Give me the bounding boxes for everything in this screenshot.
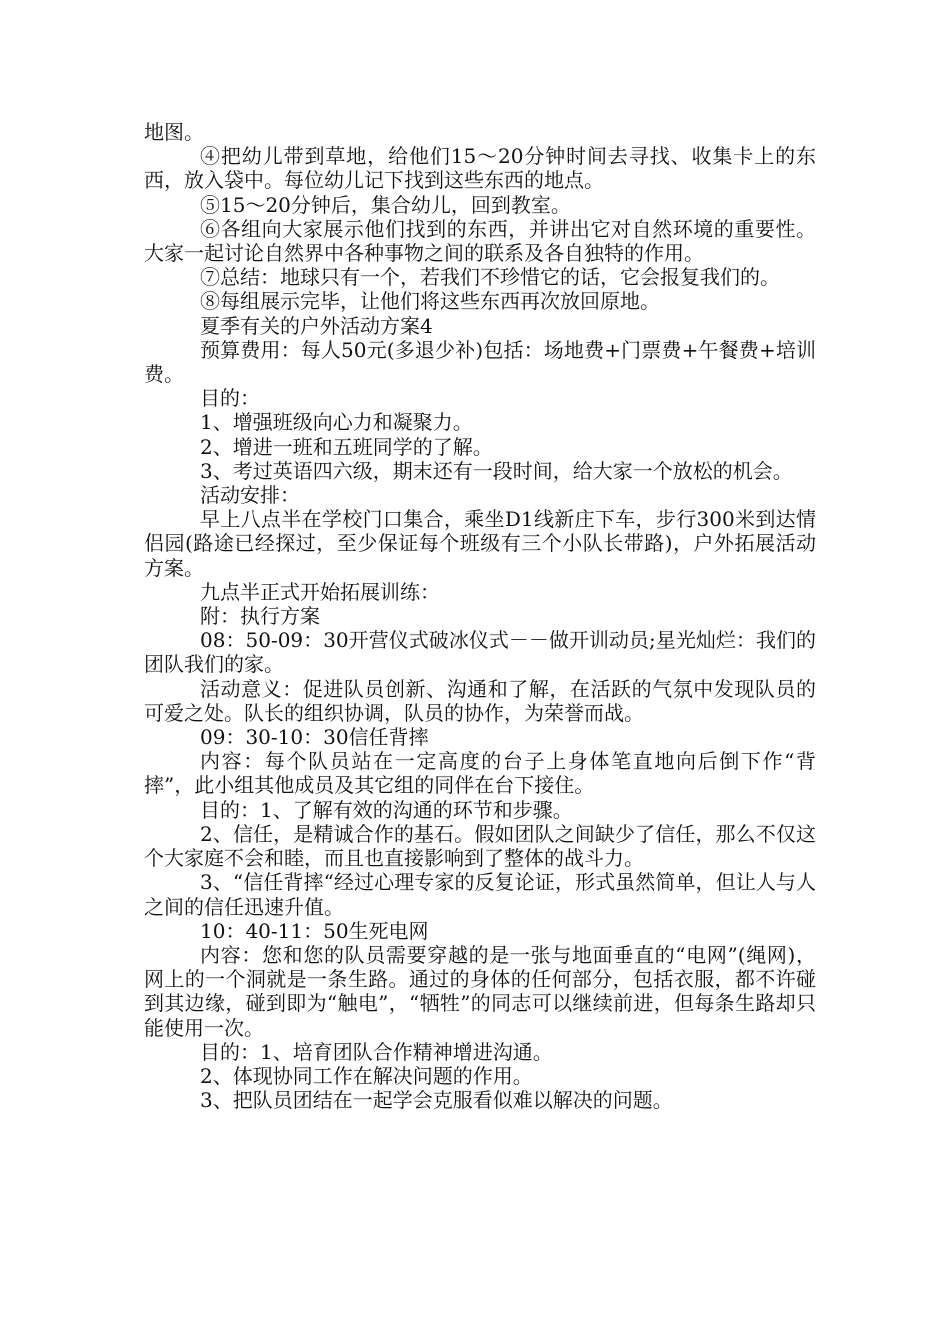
paragraph-continuation: 地图。 [144,120,204,144]
paragraph-purpose-3: 3、考过英语四六级，期末还有一段时间，给大家一个放松的机会。 [200,458,793,483]
paragraph-appendix: 附：执行方案 [200,604,320,629]
paragraph-purpose-1: 1、增强班级向心力和凝聚力。 [200,410,473,435]
paragraph-spider-web-content: 内容：您和您的队员需要穿越的是一张与地面垂直的“电网”(绳网)，网上的一个洞就是一条生路。通过的身体的任何部分，包括衣服，都不许碰到其边缘，碰到即为“触电”，“牺牲”的同志可以继续前进，但每条生路却只能使用一次。 [144,942,816,1040]
paragraph-opening: 08：50-09：30开营仪式破冰仪式－－做开训动员;星光灿烂：我们的团队我们的家。 [144,628,816,677]
paragraph-trust-fall-purpose-1: 目的：1、了解有效的沟通的环节和步骤。 [200,797,573,822]
paragraph-spider-web-purpose-2: 2、体现协同工作在解决问题的作用。 [200,1063,533,1088]
paragraph-significance: 活动意义：促进队员创新、沟通和了解，在活跃的气氛中发现队员的可爱之处。队长的组织协调，队员的协作，为荣誉而战。 [144,676,816,725]
paragraph-step-8: ⑧每组展示完毕，让他们将这些东西再次放回原地。 [200,289,660,314]
section-heading: 夏季有关的户外活动方案4 [200,313,433,338]
paragraph-spider-web-purpose-1: 目的：1、培育团队合作精神增进沟通。 [200,1039,553,1064]
paragraph-trust-fall-content: 内容：每个队员站在一定高度的台子上身体笔直地向后倒下作“背摔”，此小组其他成员及其它组的同伴在台下接住。 [144,749,816,798]
paragraph-trust-fall-purpose-2: 2、信任，是精诚合作的基石。假如团队之间缺少了信任，那么不仅这个大家庭不会和睦，而且也直接影响到了整体的战斗力。 [144,821,816,871]
paragraph-budget: 预算费用：每人50元(多退少补)包括：场地费+门票费+午餐费+培训费。 [144,337,816,387]
paragraph-trust-fall-time: 09：30-10：30信任背摔 [200,725,429,750]
paragraph-trust-fall-purpose-3: 3、“信任背摔“经过心理专家的反复论证，形式虽然简单，但让人与人之间的信任迅速升值。 [144,870,816,919]
paragraph-start-training: 九点半正式开始拓展训练： [200,579,440,604]
document-body [144,120,816,1112]
paragraph-purpose-2: 2、增进一班和五班同学的了解。 [200,434,493,459]
paragraph-step-5: ⑤15～20分钟后，集合幼儿，回到教室。 [200,192,571,217]
paragraph-spider-web-purpose-3: 3、把队员团结在一起学会克服看似难以解决的问题。 [200,1088,673,1113]
paragraph-step-7: ⑦总结：地球只有一个，若我们不珍惜它的话，它会报复我们的。 [200,265,780,290]
paragraph-schedule-label: 活动安排： [200,483,300,508]
paragraph-gathering: 早上八点半在学校门口集合，乘坐D1线新庄下车，步行300米到达情侣园(路途已经探过，至少保证每个班级有三个小队长带路)，户外拓展活动方案。 [144,507,816,580]
paragraph-step-6: ⑥各组向大家展示他们找到的东西，并讲出它对自然环境的重要性。大家一起讨论自然界中各种事物之间的联系及各自独特的作用。 [144,216,816,266]
paragraph-spider-web-time: 10：40-11：50生死电网 [200,918,429,943]
paragraph-step-4: ④把幼儿带到草地，给他们15～20分钟时间去寻找、收集卡上的东西，放入袋中。每位幼儿记下找到这些东西的地点。 [144,144,816,193]
paragraph-purpose-label: 目的： [200,386,260,411]
